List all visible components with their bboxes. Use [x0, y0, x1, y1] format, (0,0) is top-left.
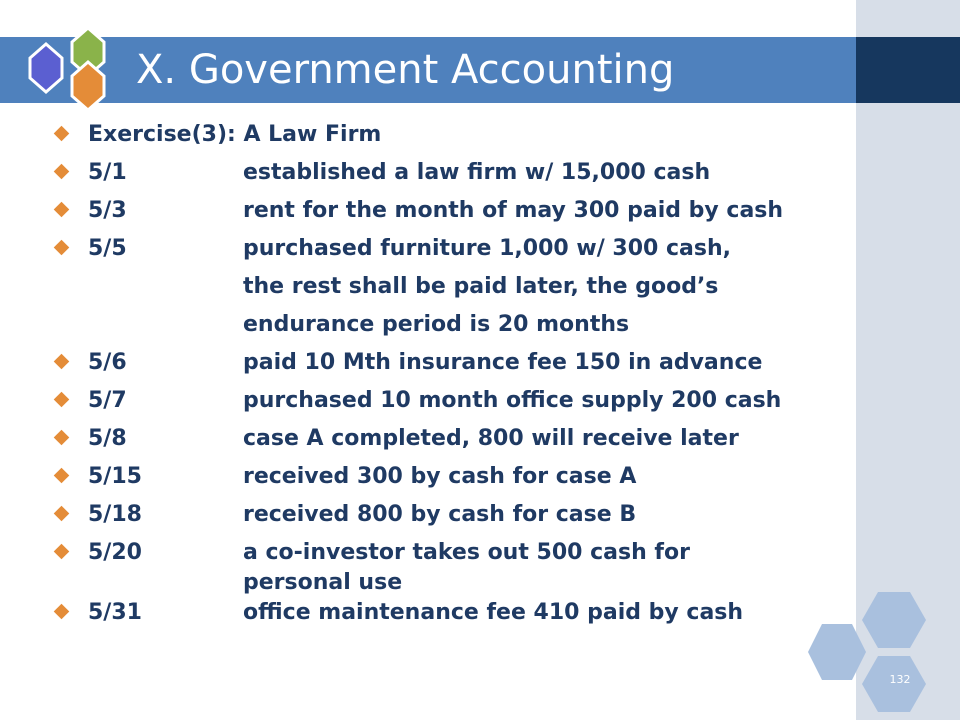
entry-date: 5/3 [88, 198, 127, 223]
list-item [56, 458, 856, 496]
entry-description: a co-investor takes out 500 cash for personal use [243, 540, 690, 595]
slide-number: 132 [889, 673, 911, 686]
entry-description: endurance period is 20 months [243, 312, 630, 337]
diamond-bullet-icon [54, 240, 70, 256]
entry-date: 5/20 [88, 540, 142, 565]
diamond-bullet-icon [54, 506, 70, 522]
entry-description: paid 10 Mth insurance fee 150 in advance [243, 350, 763, 375]
entry-description: established a law firm w/ 15,000 cash [243, 160, 711, 185]
entry-date: 5/18 [88, 502, 142, 527]
list-item-continuation [56, 268, 856, 306]
entry-description: received 300 by cash for case A [243, 464, 637, 489]
list-item [56, 154, 856, 192]
entry-description: the rest shall be paid later, the good’s [243, 274, 719, 299]
entry-date: 5/6 [88, 350, 127, 375]
entry-date: 5/5 [88, 236, 127, 261]
entry-date: 5/8 [88, 426, 127, 451]
exercise-heading: Exercise(3): A Law Firm [88, 122, 382, 147]
entry-description: purchased 10 month office supply 200 cash [243, 388, 782, 413]
entry-date: 5/15 [88, 464, 142, 489]
exercise-list [56, 116, 856, 632]
entry-description: office maintenance fee 410 paid by cash [243, 600, 744, 625]
list-item [56, 594, 856, 632]
entry-description: case A completed, 800 will receive later [243, 426, 739, 451]
diamond-bullet-icon [54, 392, 70, 408]
hexagon-decoration-icon [806, 588, 936, 720]
list-item-intro [56, 116, 856, 154]
diamond-bullet-icon [54, 544, 70, 560]
title-bar-accent [856, 37, 960, 103]
list-item [56, 420, 856, 458]
list-item [56, 344, 856, 382]
list-item [56, 496, 856, 534]
list-item [56, 534, 856, 594]
list-item [56, 192, 856, 230]
entry-description: purchased furniture 1,000 w/ 300 cash, [243, 236, 731, 261]
entry-description: rent for the month of may 300 paid by cash [243, 198, 784, 223]
list-item [56, 230, 856, 268]
diamond-bullet-icon [54, 604, 70, 620]
diamond-bullet-icon [54, 126, 70, 142]
diamond-bullet-icon [54, 468, 70, 484]
page-title: X. Government Accounting [136, 47, 675, 93]
diamond-bullet-icon [54, 354, 70, 370]
diamond-bullet-icon [54, 430, 70, 446]
entry-date: 5/31 [88, 600, 142, 625]
list-item [56, 382, 856, 420]
diamond-bullet-icon [54, 164, 70, 180]
entry-description: received 800 by cash for case B [243, 502, 637, 527]
entry-date: 5/1 [88, 160, 127, 185]
entry-date: 5/7 [88, 388, 127, 413]
list-item-continuation [56, 306, 856, 344]
hexagon-logo-icon [12, 22, 114, 116]
diamond-bullet-icon [54, 202, 70, 218]
